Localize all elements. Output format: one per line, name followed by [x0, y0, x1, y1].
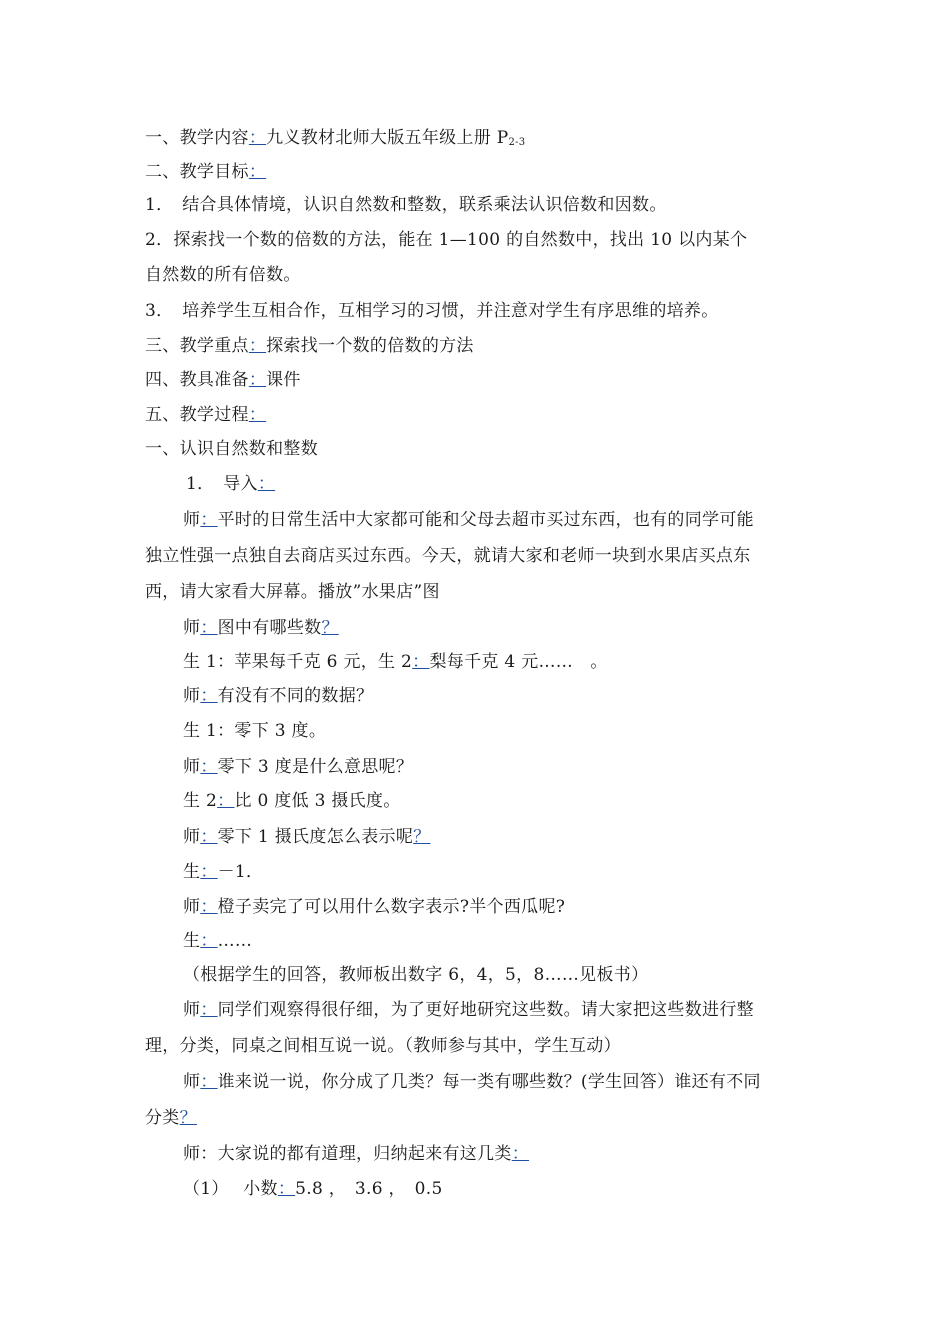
goal-text: 3． 培养学生互相合作，互相学习的习惯，并注意对学生有序思维的培养。	[145, 301, 719, 321]
teaching-process-heading	[145, 404, 815, 426]
colon-mark: ：	[200, 510, 218, 530]
speaker-label: 师	[183, 618, 201, 638]
dialogue-text: 零下 1 摄氏度怎么表示呢	[217, 827, 414, 847]
dialogue-text: 梨每千克 4 元…… 。	[429, 652, 608, 672]
note-text: （根据学生的回答，教师板出数字 6，4，5，8……见板书）	[183, 965, 649, 985]
colon-mark: ：	[200, 862, 218, 882]
colon-mark: ：	[248, 162, 267, 182]
goal-text: 2．探索找一个数的倍数的方法，能在 1—100 的自然数中，找出 10 以内某个	[145, 230, 748, 250]
colon-mark: ：	[200, 757, 218, 777]
speaker-label: 生	[183, 862, 201, 882]
intro-line	[186, 473, 856, 495]
section-text: 一、认识自然数和整数	[145, 439, 318, 459]
heading-text: 三、教学重点	[145, 336, 249, 356]
paragraph-line	[145, 1035, 815, 1057]
intro-text: 1． 导入	[186, 474, 258, 494]
speaker-label: 生	[183, 931, 201, 951]
dialogue-text: 图中有哪些数	[217, 618, 322, 638]
speaker-label: 师	[183, 510, 201, 530]
question-mark: ？	[413, 827, 431, 847]
speaker-label: 师	[183, 827, 201, 847]
speaker-label: 生 2	[183, 791, 218, 811]
colon-mark: ：	[248, 405, 267, 425]
question-mark: ？	[321, 618, 339, 638]
speaker-label: 师	[183, 1000, 201, 1020]
colon-mark: ：	[200, 686, 218, 706]
dialogue-text: 生 1：苹果每千克 6 元，生 2	[183, 652, 413, 672]
colon-mark: ：	[511, 1144, 530, 1164]
colon-mark: ：	[248, 370, 267, 390]
teaching-goals-heading	[145, 161, 815, 183]
dialogue-text: ……	[217, 931, 253, 951]
goal-text: 自然数的所有倍数。	[145, 265, 301, 285]
colon-mark: ：	[200, 931, 218, 951]
list-label: （1） 小数	[183, 1179, 278, 1199]
dialogue-line	[183, 685, 853, 707]
heading-text: 二、教学目标	[145, 162, 249, 182]
goal-text: 1． 结合具体情境，认识自然数和整数，联系乘法认识倍数和因数。	[145, 195, 667, 215]
dialogue-line	[183, 861, 853, 883]
dialogue-text: 比 0 度低 3 摄氏度。	[234, 791, 401, 811]
content-text: 九义教材北师大版五年级上册 P	[266, 128, 509, 148]
dialogue-line	[183, 999, 853, 1021]
content-text: 探索找一个数的倍数的方法	[266, 336, 474, 356]
colon-mark: ：	[412, 652, 430, 672]
dialogue-line	[183, 1071, 853, 1093]
colon-mark: ：	[217, 791, 235, 811]
section-heading	[145, 438, 815, 460]
dialogue-text: 零下 3 度是什么意思呢？	[217, 757, 414, 777]
colon-mark: ：	[257, 474, 276, 494]
dialogue-line	[183, 896, 853, 918]
colon-mark: ：	[277, 1179, 296, 1199]
colon-mark: ：	[200, 1072, 218, 1092]
page-range-subscript: 2-3	[508, 137, 526, 148]
dialogue-line	[183, 826, 853, 848]
speaker-label: 师	[183, 757, 201, 777]
paragraph-line	[145, 545, 815, 567]
paragraph-line	[145, 1107, 815, 1129]
dialogue-line	[183, 617, 853, 639]
dialogue-line	[183, 756, 853, 778]
dialogue-line	[183, 1143, 853, 1165]
dialogue-text: 师：大家说的都有道理，归纳起来有这几类	[183, 1144, 512, 1164]
dialogue-text: －1．	[217, 862, 264, 882]
dialogue-text: 生 1：零下 3 度。	[183, 721, 327, 741]
heading-text: 四、教具准备	[145, 370, 249, 390]
colon-mark: ：	[200, 897, 218, 917]
colon-mark: ：	[200, 1000, 218, 1020]
dialogue-text: 同学们观察得很仔细，为了更好地研究这些数。请大家把这些数进行整	[217, 1000, 754, 1020]
colon-mark: ：	[248, 128, 267, 148]
paragraph-text: 西，请大家看大屏幕。播放”水果店”图	[145, 582, 440, 602]
colon-mark: ：	[200, 827, 218, 847]
teaching-focus-line	[145, 335, 815, 357]
speaker-label: 师	[183, 897, 201, 917]
dialogue-line	[183, 930, 853, 952]
heading-text: 一、教学内容	[145, 128, 249, 148]
speaker-label: 师	[183, 1072, 201, 1092]
dialogue-line	[183, 720, 853, 742]
goal-item-2	[145, 229, 815, 251]
dialogue-line	[183, 651, 853, 673]
paragraph-text: 分类	[145, 1108, 180, 1128]
list-item-decimals	[183, 1178, 853, 1200]
dialogue-text: 谁来说一说，你分成了几类？每一类有哪些数？(学生回答）谁还有不同	[217, 1072, 761, 1092]
heading-text: 五、教学过程	[145, 405, 249, 425]
goal-item-2-continued	[145, 264, 815, 286]
dialogue-text: 有没有不同的数据？	[217, 686, 374, 706]
goal-item-1	[145, 194, 815, 216]
teaching-content-line	[145, 127, 815, 154]
note-line	[183, 964, 853, 986]
paragraph-text: 理，分类，同桌之间相互说一说。（教师参与其中，学生互动）	[145, 1036, 621, 1056]
colon-mark: ：	[200, 618, 218, 638]
dialogue-text: 平时的日常生活中大家都可能和父母去超市买过东西，也有的同学可能	[217, 510, 754, 530]
goal-item-3	[145, 300, 815, 322]
paragraph-line	[145, 581, 815, 603]
dialogue-text: 橙子卖完了可以用什么数字表示?半个西瓜呢?	[217, 897, 566, 917]
teaching-tools-line	[145, 369, 815, 391]
dialogue-line	[183, 509, 853, 531]
paragraph-text: 独立性强一点独自去商店买过东西。今天，就请大家和老师一块到水果店买点东	[145, 546, 751, 566]
dialogue-line	[183, 790, 853, 812]
question-mark: ？	[179, 1108, 197, 1128]
list-values: 5.8 ， 3.6 ， 0.5	[295, 1179, 443, 1199]
speaker-label: 师	[183, 686, 201, 706]
colon-mark: ：	[248, 336, 267, 356]
content-text: 课件	[266, 370, 301, 390]
